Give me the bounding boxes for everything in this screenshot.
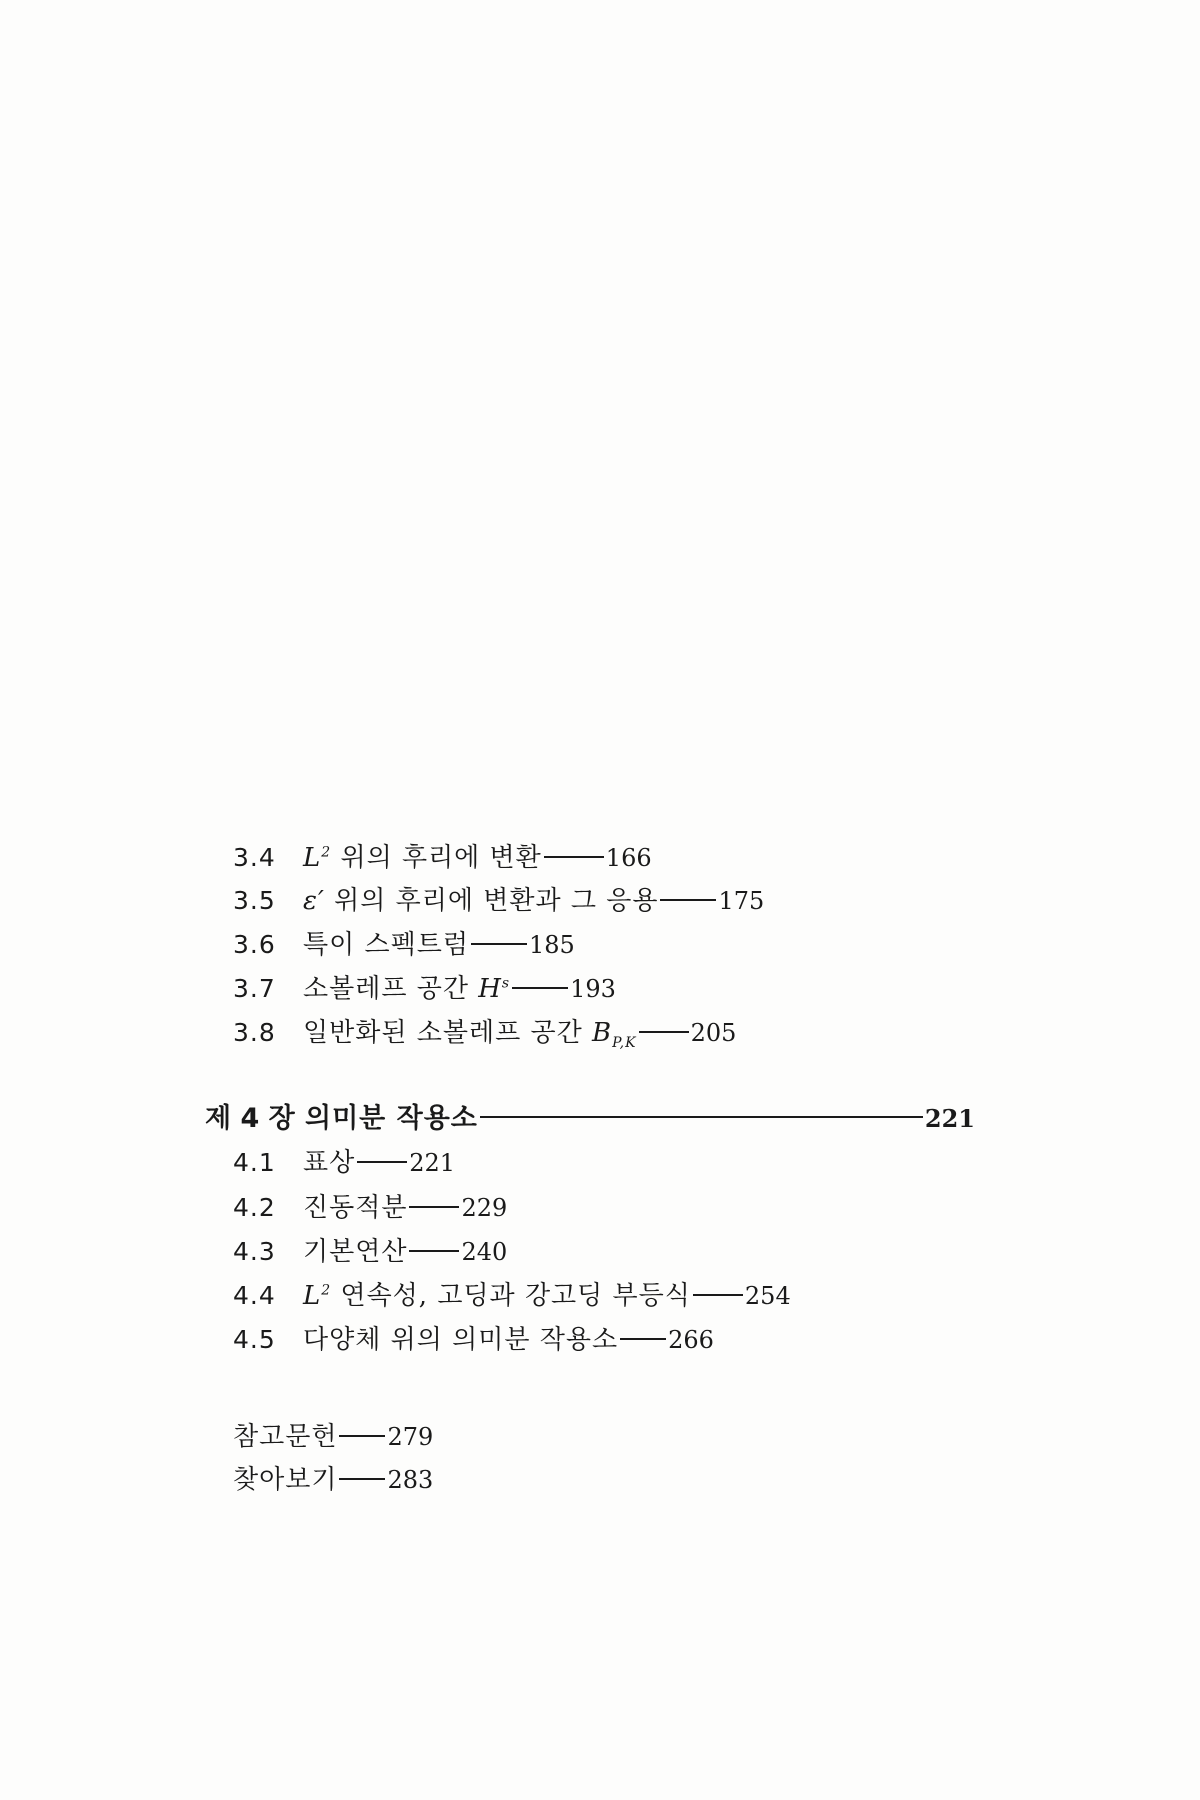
toc-entry-4-1[interactable] [233,1150,455,1176]
chapter-label: 제 4 장 [205,1103,295,1134]
page-number: 185 [528,931,575,959]
section-number: 3.7 [233,974,276,1003]
toc-entry-3-8[interactable] [233,1020,736,1050]
section-title: 진동적분 [303,1193,408,1223]
math-symbol: ε′ [303,886,325,916]
page-number: 266 [668,1326,714,1354]
math-symbol: $L^2$ [303,843,332,873]
section-title: 소볼레프 공간 $H^s$ [303,974,511,1004]
leader-dash [339,1478,385,1480]
page-number: 279 [387,1423,434,1451]
page-number: 193 [570,975,616,1003]
section-number: 3.4 [233,843,276,872]
leader-dash [639,1031,689,1033]
back-matter-title: 참고문헌 [233,1422,338,1452]
page-number: 229 [461,1194,508,1222]
back-matter-title: 찾아보기 [233,1465,338,1495]
math-symbol: $H^s$ [478,974,511,1004]
section-title: 다양체 위의 의미분 작용소 [303,1325,619,1355]
section-number: 4.5 [233,1325,276,1354]
section-number: 4.1 [233,1148,276,1177]
toc-entry-4-5[interactable] [233,1327,714,1353]
page-number: 240 [461,1238,508,1266]
page-number: 205 [690,1019,737,1047]
leader-dash [544,856,604,858]
section-number: 3.5 [233,886,276,915]
toc-entry-4-4[interactable] [233,1283,791,1309]
toc-entry-references[interactable] [233,1424,433,1450]
section-title: 기본연산 [303,1237,408,1267]
toc-entry-3-7[interactable] [233,976,616,1002]
leader-dash [660,899,716,901]
section-number: 4.2 [233,1193,276,1222]
section-number: 4.3 [233,1237,276,1266]
leader-dash [339,1435,385,1437]
toc-entry-index[interactable] [233,1467,433,1493]
section-title: $L^2$ 연속성, 고딩과 강고딩 부등식 [303,1281,691,1311]
section-number: 3.8 [233,1018,276,1047]
leader-dash [480,1116,923,1118]
section-title: ε′ 위의 후리에 변환과 그 응용 [303,886,659,916]
section-title: 표상 [303,1148,356,1178]
leader-dash [409,1250,459,1252]
math-symbol: $L^2$ [303,1281,332,1311]
page-number: 221 [924,1104,975,1133]
leader-dash [471,943,527,945]
toc-entry-4-3[interactable] [233,1239,507,1265]
toc-entry-3-4[interactable] [233,845,652,871]
toc-entry-3-6[interactable] [233,932,575,958]
page-number: 221 [409,1149,456,1177]
section-title: 일반화된 소볼레프 공간 $B_{P,K}$ [303,1018,637,1052]
page-number: 175 [718,887,765,915]
toc-chapter-4[interactable] [205,1105,975,1132]
section-number: 3.6 [233,930,276,959]
leader-dash [409,1206,459,1208]
leader-dash [512,987,568,989]
chapter-title: 의미분 작용소 [305,1103,478,1134]
section-number: 4.4 [233,1281,276,1310]
toc-entry-4-2[interactable] [233,1195,507,1221]
section-title: $L^2$ 위의 후리에 변환 [303,843,542,873]
section-title: 특이 스펙트럼 [303,930,469,960]
page-number: 166 [605,844,652,872]
toc-entry-3-5[interactable] [233,888,764,914]
leader-dash [357,1161,407,1163]
math-symbol: $B_{P,K}$ [591,1018,637,1052]
leader-dash [620,1338,666,1340]
page-number: 254 [744,1282,791,1310]
page-number: 283 [387,1466,434,1494]
leader-dash [693,1294,743,1296]
